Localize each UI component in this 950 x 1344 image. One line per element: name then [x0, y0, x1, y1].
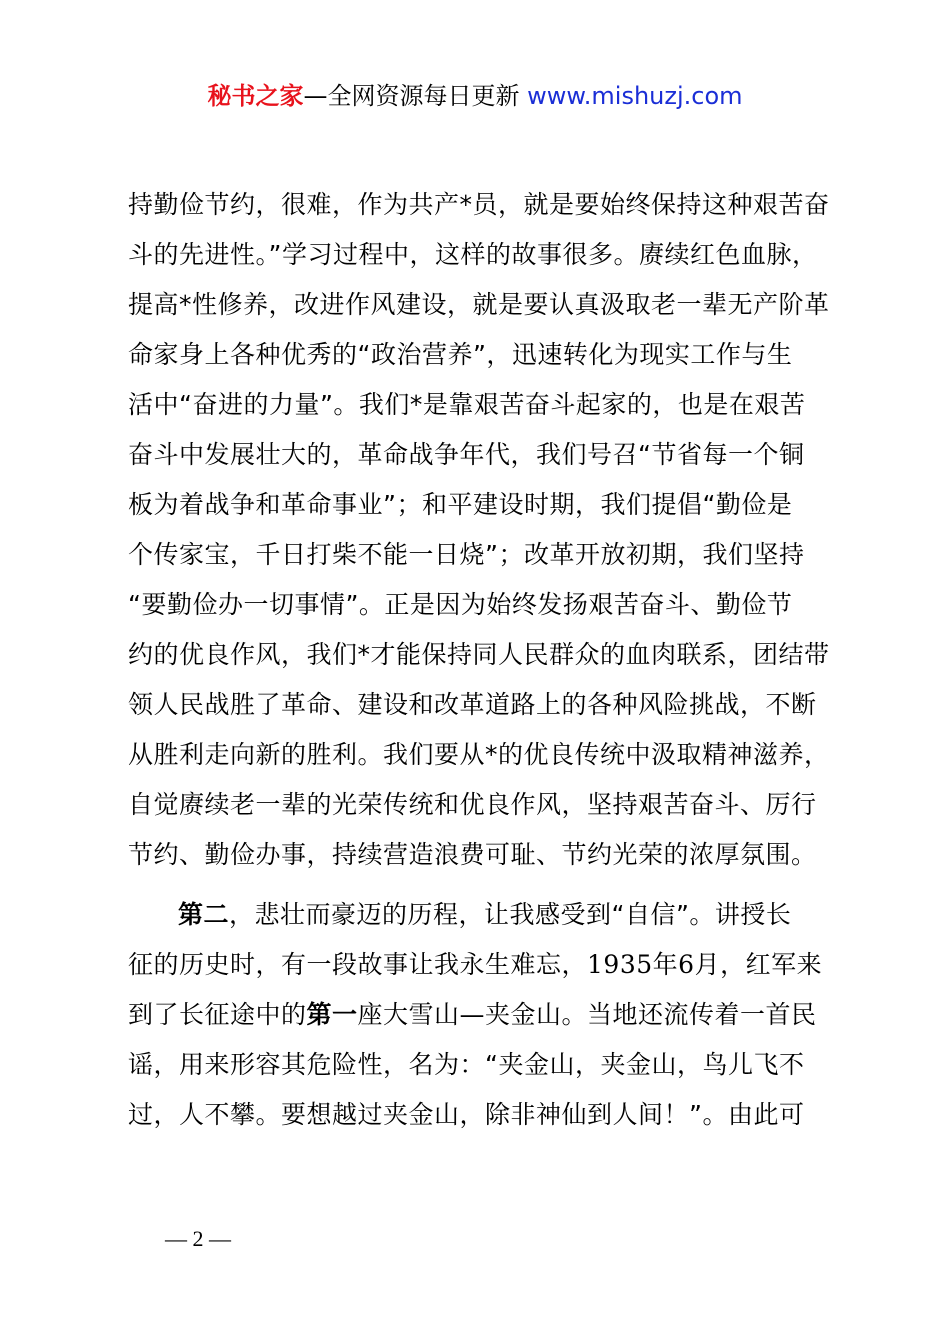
emphasis-bold: 第一 — [306, 1000, 358, 1029]
text-line: 从胜利走向新的胜利。我们要从*的优良传统中汲取精神滋养， — [128, 740, 830, 769]
text-span: 征的历史时，有一段故事让我永生难忘， — [128, 950, 588, 979]
text-line — [128, 890, 828, 940]
brand-name: 秘书之家 — [207, 82, 304, 110]
paragraph-2 — [128, 890, 828, 1140]
site-header — [0, 80, 950, 112]
text-line: 提高*性修养，改进作风建设，就是要认真汲取老一辈无产阶革 — [128, 290, 830, 319]
header-tagline: —全网资源每日更新 — [303, 82, 520, 110]
text-span: ，悲壮而豪迈的历程，让我感受到“自信”。讲授长 — [229, 900, 792, 929]
month-number: 6 — [678, 950, 695, 979]
text-line: 约的优良作风，我们*才能保持同人民群众的血肉联系，团结带 — [128, 640, 830, 669]
text-line: 个传家宝，千日打柴不能一日烧”；改革开放初期，我们坚持 — [128, 540, 805, 569]
text-line: 奋斗中发展壮大的，革命战争年代，我们号召“节省每一个铜 — [128, 440, 805, 469]
text-line: 自觉赓续老一辈的光荣传统和优良作风，坚持艰苦奋斗、厉行 — [128, 790, 817, 819]
text-line: 谣，用来形容其危险性，名为：“夹金山，夹金山，鸟儿飞不 — [128, 1050, 805, 1079]
text-line: 活中“奋进的力量”。我们*是靠艰苦奋斗起家的，也是在艰苦 — [128, 390, 806, 419]
text-line: 领人民战胜了革命、建设和改革道路上的各种风险挑战，不断 — [128, 690, 817, 719]
text-line: 持勤俭节约，很难，作为共产*员，就是要始终保持这种艰苦奋 — [128, 190, 830, 219]
text-span: 年 — [652, 950, 679, 979]
year-number: 1935 — [587, 950, 653, 979]
text-line: 斗的先进性。”学习过程中，这样的故事很多。赓续红色血脉， — [128, 240, 818, 269]
text-line: “要勤俭办一切事情”。正是因为始终发扬艰苦奋斗、勤俭节 — [128, 590, 793, 619]
section-lead-bold: 第二 — [178, 900, 230, 929]
text-line: 命家身上各种优秀的“政治营养”，迅速转化为现实工作与生 — [128, 340, 793, 369]
text-span: 座大雪山—夹金山。当地还流传着一首民 — [357, 1000, 817, 1029]
text-line: 节约、勤俭办事，持续营造浪费可耻、节约光荣的浓厚氛围。 — [128, 840, 817, 869]
text-line — [128, 940, 828, 990]
site-url-link[interactable]: www.mishuzj.com — [527, 82, 743, 110]
page-number: — 2 — — [165, 1226, 231, 1251]
paragraph-1 — [128, 180, 828, 880]
text-span: 月，红军来 — [694, 950, 823, 979]
text-line — [128, 990, 828, 1040]
text-span: 到了长征途中的 — [128, 1000, 307, 1029]
text-line: 过，人不攀。要想越过夹金山，除非神仙到人间！”。由此可 — [128, 1100, 805, 1129]
text-line: 板为着战争和革命事业”；和平建设时期，我们提倡“勤俭是 — [128, 490, 793, 519]
